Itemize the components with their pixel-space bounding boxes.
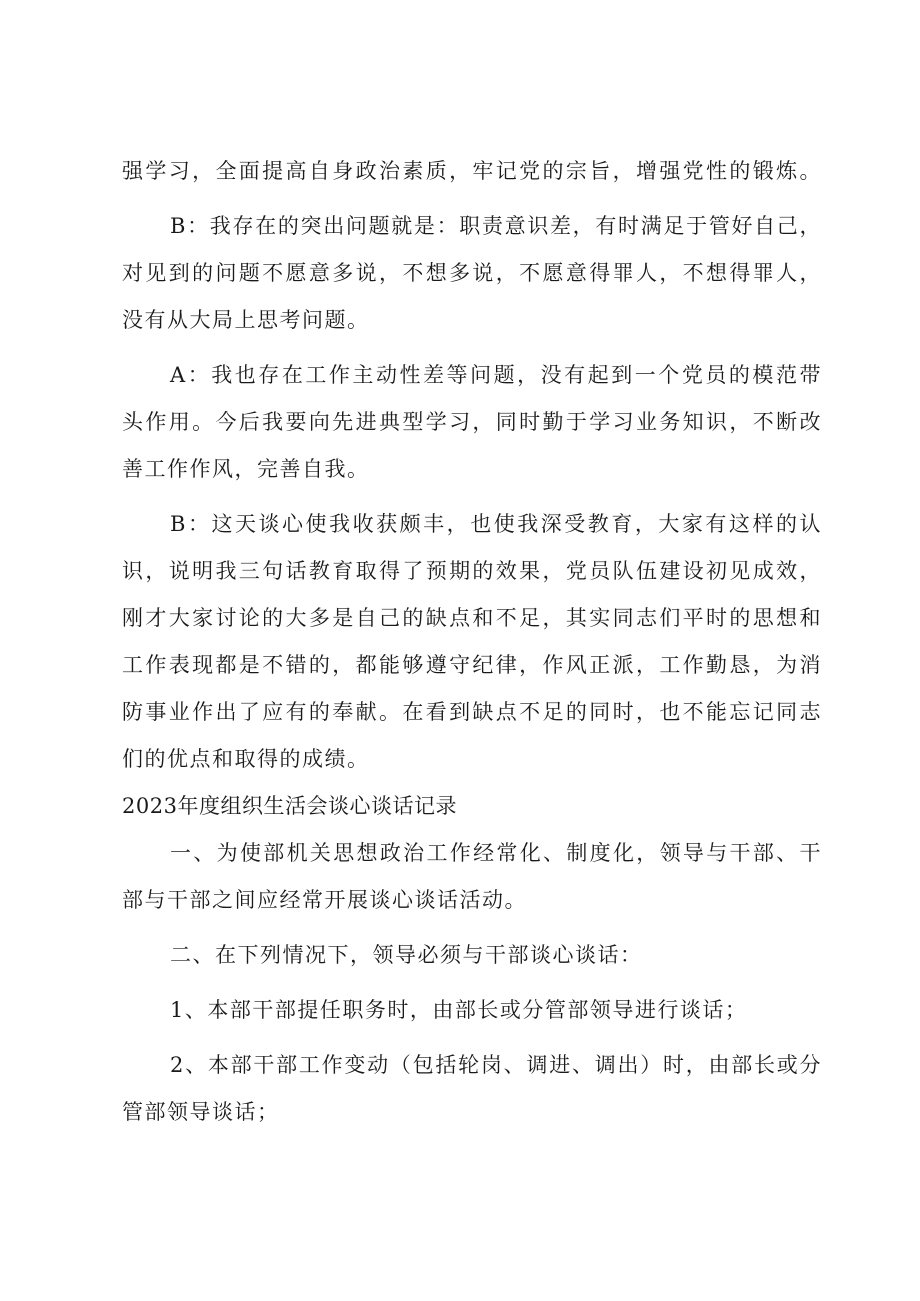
text-line-9: 识，说明我三句话教育取得了预期的效果，党员队伍建设初见成效， (122, 559, 822, 583)
text-line-13: 们的优点和取得的成绩。 (122, 747, 370, 771)
text-line-20: 管部领导谈话； (122, 1100, 280, 1124)
text-line-2: B：我存在的突出问题就是：职责意识差，有时满足于管好自己， (170, 214, 822, 238)
text-line-19: 2、本部干部工作变动（包括轮岗、调进、调出）时，由部长或分 (170, 1053, 822, 1077)
text-line-15: 一、为使部机关思想政治工作经常化、制度化，领导与干部、干 (170, 841, 822, 865)
text-line-3: 对见到的问题不愿意多说，不想多说，不愿意得罪人，不想得罪人， (122, 261, 822, 285)
text-line-16: 部与干部之间应经常开展谈心谈话活动。 (122, 888, 527, 912)
document-body (122, 148, 822, 1136)
text-line-5: A：我也存在工作主动性差等问题，没有起到一个党员的模范带 (170, 363, 822, 387)
section-title: 2023年度组织生活会谈心谈话记录 (122, 794, 457, 818)
text-line-1: 强学习，全面提高自身政治素质，牢记党的宗旨，增强党性的锻炼。 (122, 159, 822, 183)
text-line-18: 1、本部干部提任职务时，由部长或分管部领导进行谈话； (170, 998, 748, 1022)
text-line-8: B：这天谈心使我收获颇丰，也使我深受教育，大家有这样的认 (170, 512, 822, 536)
text-line-6: 头作用。今后我要向先进典型学习，同时勤于学习业务知识，不断改 (122, 410, 822, 434)
text-line-17: 二、在下列情况下，领导必须与干部谈心谈话： (170, 943, 643, 967)
text-line-7: 善工作作风，完善自我。 (122, 457, 370, 481)
text-line-10: 刚才大家讨论的大多是自己的缺点和不足，其实同志们平时的思想和 (122, 606, 822, 630)
text-line-4: 没有从大局上思考问题。 (122, 308, 370, 332)
text-line-11: 工作表现都是不错的，都能够遵守纪律，作风正派，工作勤恳，为消 (122, 653, 822, 677)
text-line-12: 防事业作出了应有的奉献。在看到缺点不足的同时，也不能忘记同志 (122, 700, 822, 724)
